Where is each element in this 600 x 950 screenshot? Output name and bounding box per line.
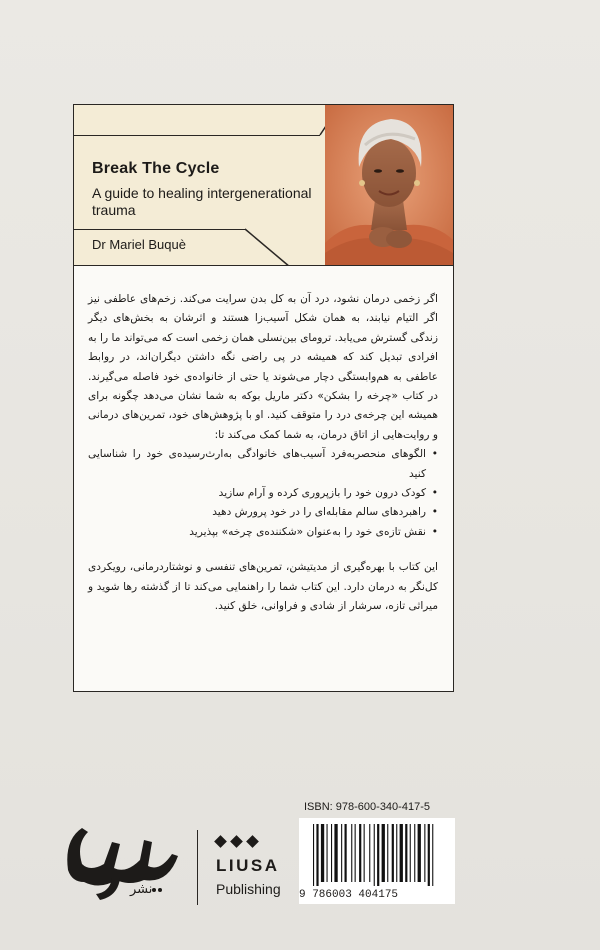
benefit-item: • راهبردهای سالم مقابله‌ای را در خود پرورش دهید: [88, 503, 438, 522]
logo-separator: [197, 830, 198, 905]
author-photo: [325, 105, 453, 266]
book-title: Break The Cycle: [92, 160, 220, 177]
isbn-label: ISBN: 978-600-340-417-5: [304, 801, 430, 813]
description-text: [88, 290, 438, 617]
three-diamonds-icon: [213, 834, 263, 850]
book-subtitle: A guide to healing intergenerational trauma: [92, 185, 312, 218]
benefits-list: [88, 445, 438, 542]
benefit-item: • کودک درون خود را بازپروری کرده و آرام سازید: [88, 484, 438, 503]
publisher-caption-persian: نشر: [130, 882, 153, 897]
barcode-bars: [299, 818, 455, 888]
description-paragraph-1: اگر زخمی درمان نشود، درد آن به کل بدن سرایت می‌کند. زخم‌های عاطفی نیز اگر التیام نیابند، به همان شکل آسیب‌زا هستند و اثرشان به بخش‌های دیگر زندگی گسترش می‌یابد. ترومای بین‌نسلی همان زخمی است که می‌تواند ما را به افرادی تبدیل کند که همیشه در پی راضی نگه داشتن دیگران‌اند، در روابط عاطفی به هم‌وابستگی دچار می‌شوند یا حتی از خانواده‌ی خود فاصله می‌گیرند. در کتاب «چرخه را بشکن» دکتر ماریل بوکه به شما نشان می‌دهد چگونه برای همیشه این چرخه‌ی درد را متوقف کنید. او با پژوهش‌های خود، تمرین‌های درمانی و روایت‌هایی از اتاق درمان، به شما کمک می‌کند تا:: [88, 293, 438, 441]
publisher-name: LIUSA: [216, 856, 280, 875]
header-rule-top: [73, 135, 320, 136]
liusa-calligraphy-icon: [60, 820, 184, 906]
book-author: Dr Mariel Buquè: [92, 237, 186, 252]
benefit-item: • نقش تازه‌ی خود را به‌عنوان «شکننده‌ی چرخه» بپذیرید: [88, 523, 438, 542]
header-rule-author: [73, 229, 245, 230]
description-paragraph-2: این کتاب با بهره‌گیری از مدیتیشن، تمرین‌های تنفسی و نوشتاردرمانی، رویکردی کل‌نگر به درمان دارد. این کتاب شما را راهنمایی می‌کند تا از گذشته رها شوید و میراثی تازه، سرشار از شادی و فراوانی، خلق کنید.: [88, 561, 438, 613]
publisher-subtitle: Publishing: [216, 881, 281, 897]
benefit-item: • الگوهای منحصربه‌فرد آسیب‌های خانوادگی به‌ارث‌رسیده‌ی خود را شناسایی کنید: [88, 445, 438, 484]
publisher-logo-persian: [60, 820, 184, 906]
barcode-digits: 9 786003 404175: [299, 886, 455, 904]
